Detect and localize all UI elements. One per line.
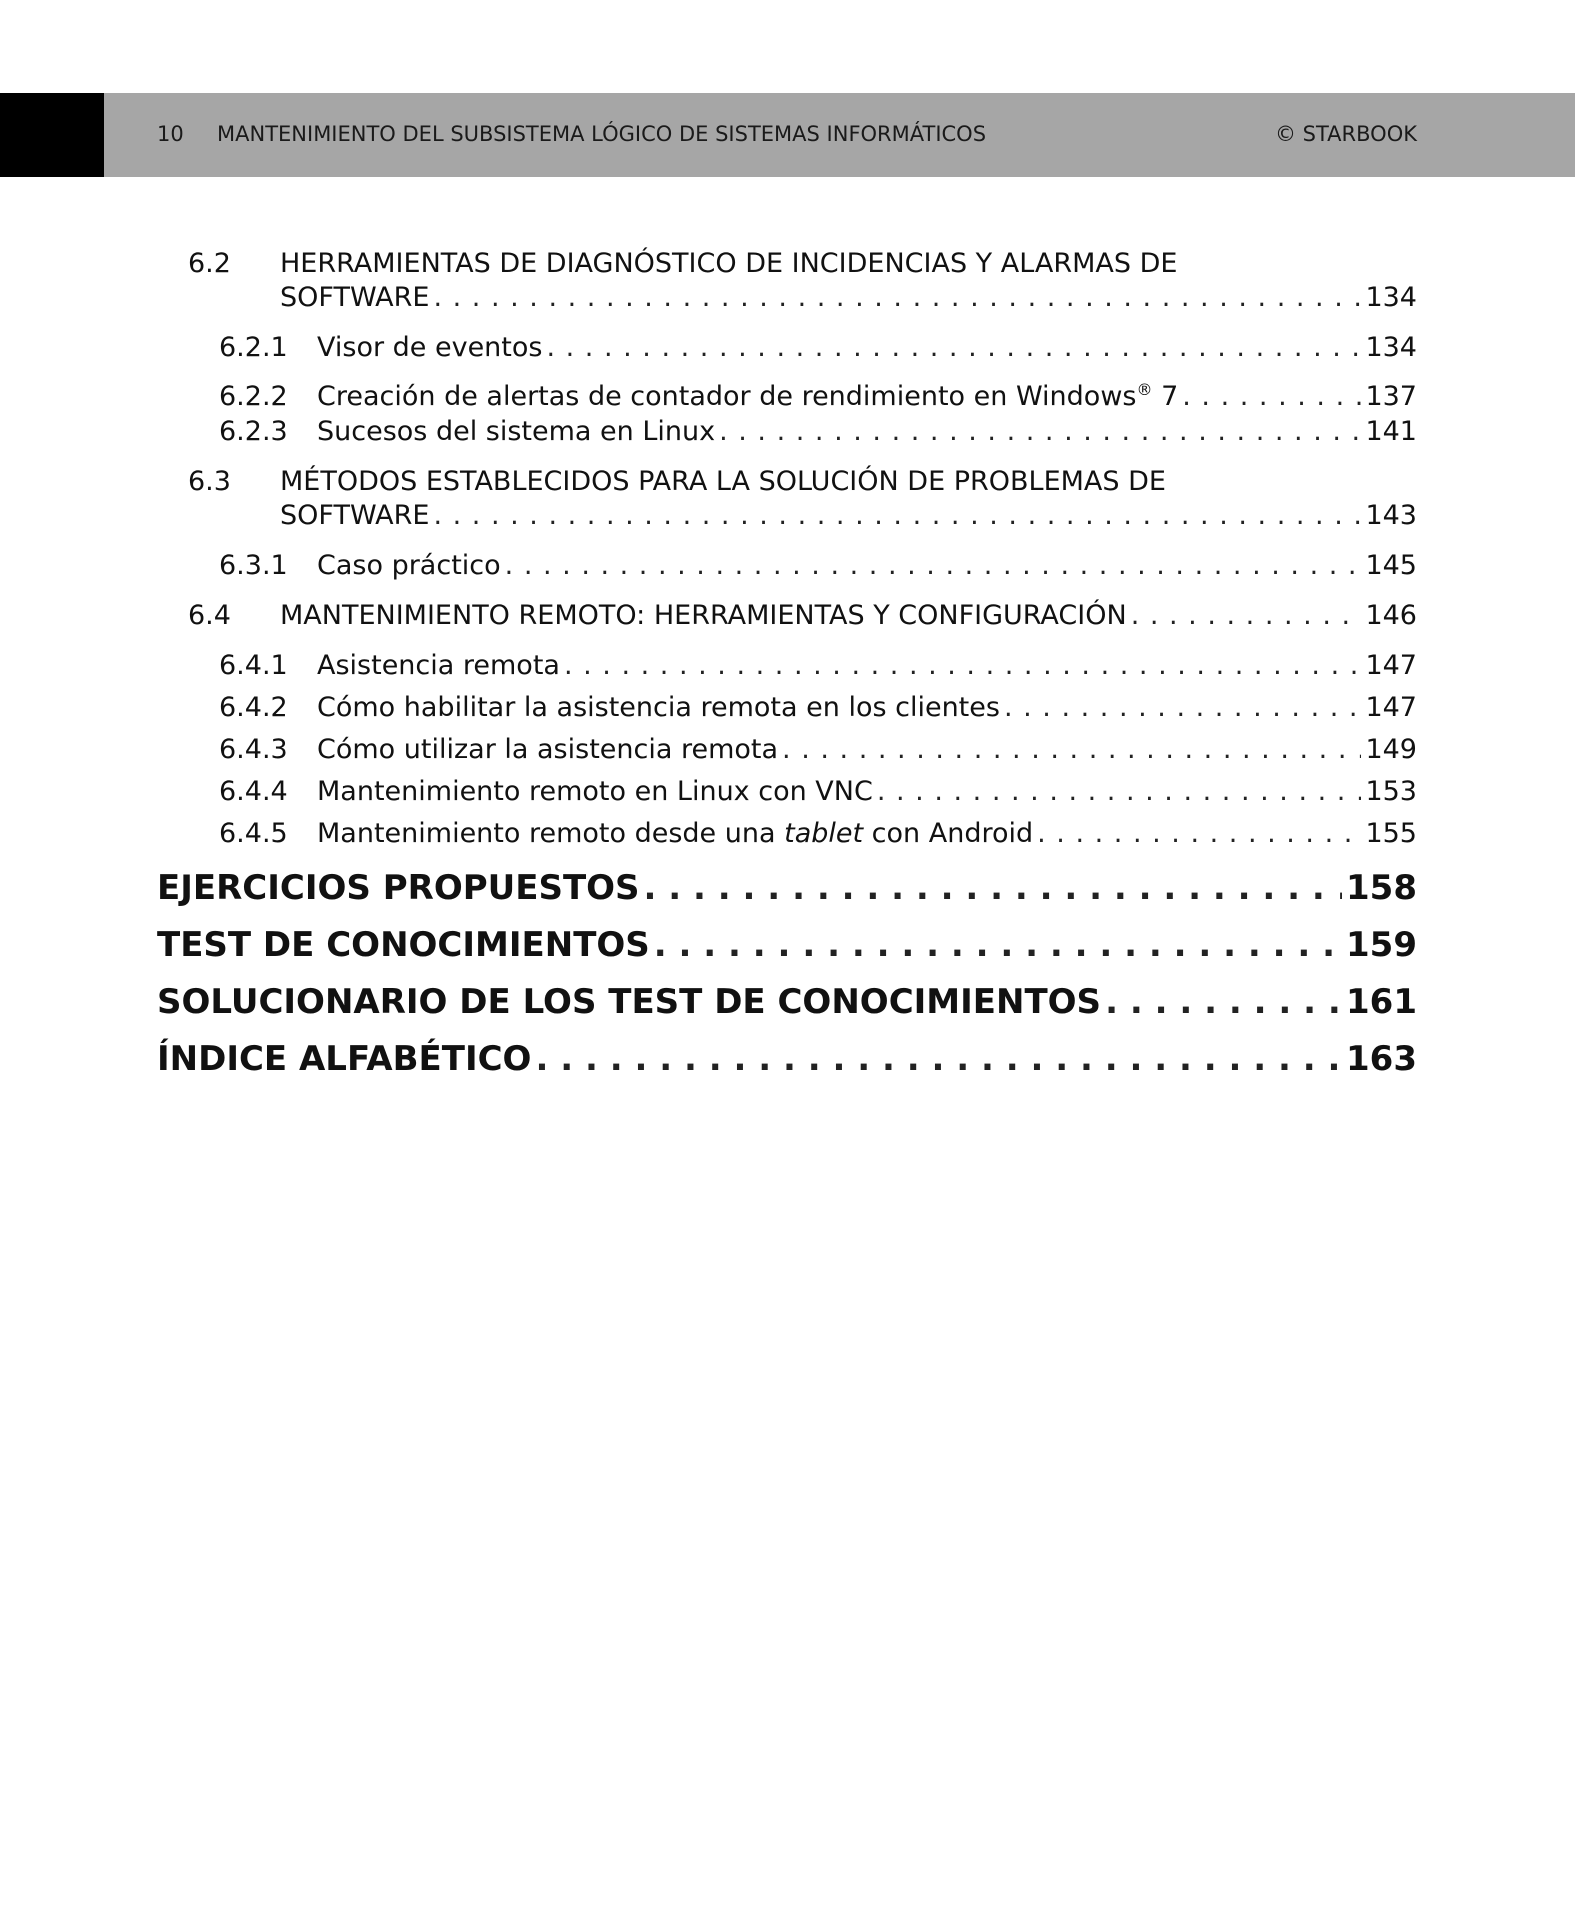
toc-entry-6-2-1[interactable] [219, 331, 1417, 365]
toc-title: MANTENIMIENTO REMOTO: HERRAMIENTAS Y CONFIGURACIÓN [280, 600, 1127, 631]
toc-title: ÍNDICE ALFABÉTICO [157, 1039, 532, 1079]
toc-leader-dots [877, 775, 1362, 809]
toc-number: 6.3.1 [219, 550, 288, 581]
toc-entry-test[interactable] [157, 924, 1417, 966]
publisher-label: © STARBOOK [1274, 122, 1417, 146]
toc-title [317, 373, 1178, 414]
running-title: MANTENIMIENTO DEL SUBSISTEMA LÓGICO DE SISTEMAS INFORMÁTICOS [217, 122, 987, 146]
toc-leader-dots [433, 281, 1361, 315]
toc-leader-dots [782, 733, 1361, 767]
toc-title: Visor de eventos [317, 332, 543, 363]
toc-title: Mantenimiento remoto en Linux con VNC [317, 776, 873, 807]
toc-leader-dots [719, 415, 1361, 449]
toc-title-6-3-line1: MÉTODOS ESTABLECIDOS PARA LA SOLUCIÓN DE PROBLEMAS DE [280, 466, 1166, 497]
toc-leader-dots [644, 867, 1342, 909]
header-corner-block [0, 93, 104, 177]
toc-page: 146 [1365, 600, 1417, 631]
toc-page: 147 [1365, 650, 1417, 681]
toc-page: 161 [1346, 982, 1417, 1022]
toc-title-6-2-line2: SOFTWARE [280, 282, 430, 313]
page-number: 10 [157, 122, 184, 146]
toc-page-6-3: 143 [1365, 500, 1417, 531]
toc-title: TEST DE CONOCIMIENTOS [157, 925, 650, 965]
toc-title: Cómo utilizar la asistencia remota [317, 734, 779, 765]
toc-number: 6.2.3 [219, 416, 288, 447]
toc-entry-6-4-5[interactable] [219, 817, 1417, 851]
toc-leader-dots [1105, 981, 1342, 1023]
toc-leader-dots [505, 549, 1362, 583]
toc-page: 137 [1365, 381, 1417, 412]
toc-entry-6-4-3[interactable] [219, 733, 1417, 767]
toc-page: 134 [1365, 332, 1417, 363]
toc-title: Caso práctico [317, 550, 501, 581]
toc-leader-dots [535, 1038, 1342, 1080]
toc-title: Asistencia remota [317, 650, 560, 681]
toc-entry-solucionario[interactable] [157, 981, 1417, 1023]
toc-title-suffix: 7 [1152, 381, 1179, 412]
toc-entry-6-3-1[interactable] [219, 549, 1417, 583]
toc-page: 147 [1365, 692, 1417, 723]
toc-title: SOLUCIONARIO DE LOS TEST DE CONOCIMIENTOS [157, 982, 1102, 1022]
toc-title-italic: tablet [784, 818, 864, 849]
toc-title: Cómo habilitar la asistencia remota en los clientes [317, 692, 1000, 723]
toc-title-suffix: con Android [863, 818, 1034, 849]
toc-page: 153 [1365, 776, 1417, 807]
registered-mark: ® [1136, 380, 1153, 399]
toc-number: 6.4 [188, 600, 231, 631]
toc-entry-6-4[interactable] [188, 599, 1417, 633]
toc-title-6-2-line1: HERRAMIENTAS DE DIAGNÓSTICO DE INCIDENCIAS Y ALARMAS DE [280, 248, 1178, 279]
toc-number: 6.4.3 [219, 734, 288, 765]
toc-entry-ejercicios[interactable] [157, 867, 1417, 909]
toc-entry-6-3[interactable] [280, 499, 1417, 533]
toc-leader-dots [1182, 380, 1361, 414]
toc-number: 6.4.4 [219, 776, 288, 807]
toc-page: 155 [1365, 818, 1417, 849]
toc-page: 141 [1365, 416, 1417, 447]
toc-number-6-2: 6.2 [188, 248, 231, 279]
toc-title-6-3-line2: SOFTWARE [280, 500, 430, 531]
toc-leader-dots [1037, 817, 1361, 851]
toc-title: Sucesos del sistema en Linux [317, 416, 716, 447]
toc-page: 159 [1346, 925, 1417, 965]
toc-page-6-2: 134 [1365, 282, 1417, 313]
toc-entry-6-2-3[interactable] [219, 415, 1417, 449]
toc-leader-dots [564, 649, 1361, 683]
toc-page: 158 [1346, 868, 1417, 908]
toc-entry-6-4-4[interactable] [219, 775, 1417, 809]
toc-leader-dots [433, 499, 1361, 533]
toc-title-text: Mantenimiento remoto desde una [317, 818, 785, 849]
toc-entry-6-2[interactable] [280, 281, 1417, 315]
toc-entry-6-4-2[interactable] [219, 691, 1417, 725]
toc-number: 6.4.1 [219, 650, 288, 681]
toc-leader-dots [1004, 691, 1362, 725]
toc-number: 6.2.1 [219, 332, 288, 363]
toc-leader-dots [546, 331, 1361, 365]
toc-number: 6.4.2 [219, 692, 288, 723]
toc-number-6-3: 6.3 [188, 466, 231, 497]
toc-number: 6.4.5 [219, 818, 288, 849]
toc-number: 6.2.2 [219, 381, 288, 412]
toc-page: 163 [1346, 1039, 1417, 1079]
toc-leader-dots [1131, 599, 1362, 633]
toc-entry-6-4-1[interactable] [219, 649, 1417, 683]
toc-title: EJERCICIOS PROPUESTOS [157, 868, 640, 908]
toc-entry-6-2-2[interactable] [219, 373, 1417, 414]
toc-title [317, 817, 1033, 851]
toc-title-text: Creación de alertas de contador de rendimiento en Windows [317, 381, 1137, 412]
toc-page: 149 [1365, 734, 1417, 765]
toc-page: 145 [1365, 550, 1417, 581]
toc-leader-dots [654, 924, 1342, 966]
toc-entry-indice[interactable] [157, 1038, 1417, 1080]
